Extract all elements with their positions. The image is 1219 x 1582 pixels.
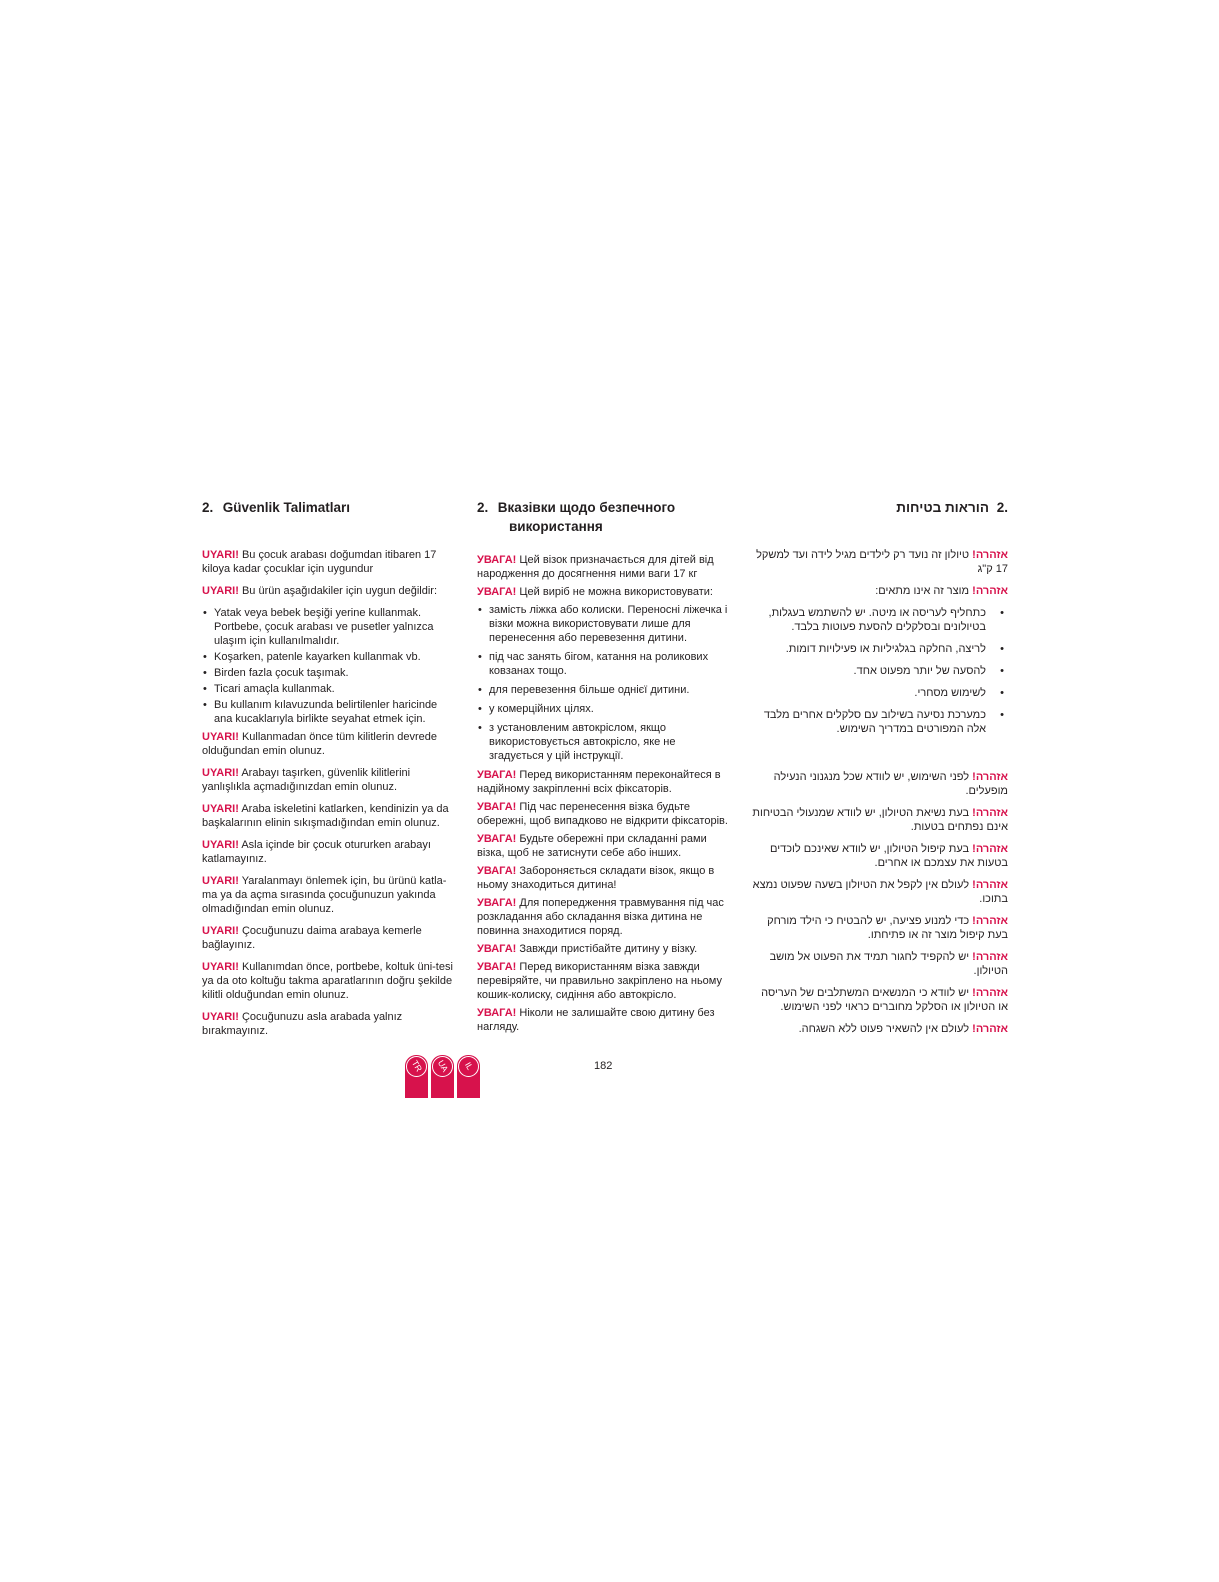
warning-text: Çocuğunuzu asla arabada yalnız bırakmayınız. xyxy=(202,1011,403,1037)
hebrew-list-item: • כמערכת נסיעה בשילוב עם סלקלים אחרים מלבד אלה המפורטים במדריך השימוש. xyxy=(752,708,1008,736)
warning-text: לעולם אין להשאיר פעוט ללא השגחה. xyxy=(798,1023,970,1035)
turkish-column xyxy=(202,498,458,1046)
warning-label: UYARI! xyxy=(202,585,239,597)
ukrainian-warning xyxy=(477,832,733,860)
warning-text: יש להקפיד לחגור תמיד את הפעוט אל מושב הטיולון. xyxy=(769,951,1008,977)
turkish-warning xyxy=(202,730,458,758)
language-tab-tr xyxy=(405,1055,428,1098)
ukrainian-warning xyxy=(477,553,733,581)
warning-text: Перед використанням переконайтеся в надійному закріпленні всіх фіксаторів. xyxy=(477,769,721,795)
warning-label: אזהרה! xyxy=(972,951,1008,963)
warning-text: Çocuğunuzu daima arabaya kemerle bağlayınız. xyxy=(202,925,422,951)
warning-text: Перед використанням візка завжди перевіряйте, чи правильно закріплено на ньому кошик-колиску, сидіння або автокрісло. xyxy=(477,961,722,1001)
warning-label: אזהרה! xyxy=(972,915,1008,927)
hebrew-section-heading xyxy=(752,498,1008,517)
warning-text: טיולון זה נועד רק לילדים מגיל לידה ועד למשקל 17 ק"ג xyxy=(756,549,1008,575)
hebrew-list-spacer xyxy=(752,744,1008,770)
warning-text: כדי למנוע פציעה, יש להבטיח כי הילד מורחק בעת קיפול מוצר זה או פתיחתו. xyxy=(767,915,1008,941)
hebrew-list-item: • לריצה, החלקה בגלגיליות או פעילויות דומות. xyxy=(752,642,1008,656)
turkish-section-title: Güvenlik Talimatları xyxy=(222,500,351,515)
turkish-warning xyxy=(202,874,458,916)
turkish-list-item: • Koşarken, patenle kayarken kullanmak vb. xyxy=(202,650,458,664)
warning-text: Yaralanmayı önlemek için, bu ürünü katla-ma ya da açma sırasında çocuğunuzun yakında olmadığından emin olunuz. xyxy=(202,875,447,915)
ukrainian-warning xyxy=(477,942,733,956)
hebrew-warning xyxy=(752,842,1008,870)
ukrainian-column xyxy=(477,498,733,1038)
warning-label: UYARI! xyxy=(202,1011,239,1023)
ukrainian-list-item: • замість ліжка або колиски. Переносні ліжечка і візки можна використовувати лише для перенесення або перевезення дитини. xyxy=(477,603,733,645)
ukrainian-warning xyxy=(477,800,733,828)
warning-text: Забороняється складати візок, якщо в ньому знаходиться дитина! xyxy=(477,865,715,891)
warning-label: אזהרה! xyxy=(972,1023,1008,1035)
ukrainian-unsuitable-list xyxy=(477,603,733,763)
warning-text: מוצר זה אינו מתאים: xyxy=(875,585,970,597)
warning-label: УВАГА! xyxy=(477,833,517,845)
turkish-list-item: • Bu kullanım kılavuzunda belirtilenler haricinde ana kucaklarıyla birlikte seyahat etmek için. xyxy=(202,698,458,726)
turkish-warning xyxy=(202,802,458,830)
warning-label: אזהרה! xyxy=(972,879,1008,891)
hebrew-warning xyxy=(752,806,1008,834)
language-tab-ua xyxy=(431,1055,454,1098)
hebrew-warning xyxy=(752,770,1008,798)
hebrew-list-item: • להסעה של יותר מפעוט אחד. xyxy=(752,664,1008,678)
turkish-warning xyxy=(202,924,458,952)
warning-label: UYARI! xyxy=(202,875,239,887)
warning-text: Ніколи не залишайте свою дитину без нагляду. xyxy=(477,1007,715,1033)
hebrew-warning xyxy=(752,878,1008,906)
warning-label: UYARI! xyxy=(202,731,239,743)
ukrainian-section-title-line1: Вказівки щодо безпечного xyxy=(497,500,676,515)
warning-text: Kullanımdan önce, portbebe, koltuk üni-tesi ya da oto koltuğu takma aparatlarının doğru şekilde kilitli olduğundan emin olunuz. xyxy=(202,961,453,1001)
hebrew-warning xyxy=(752,986,1008,1014)
warning-label: UYARI! xyxy=(202,803,239,815)
ukrainian-warning xyxy=(477,896,733,938)
ukrainian-warning xyxy=(477,768,733,796)
warning-label: УВАГА! xyxy=(477,586,517,598)
warning-text: Цей візок призначається для дітей від народження до досягнення ними ваги 17 кг xyxy=(477,554,714,580)
warning-text: בעת נשיאת הטיולון, יש לוודא שמנעולי הבטיחות אינם נפתחים בטעות. xyxy=(752,807,1008,833)
turkish-list-item: • Yatak veya bebek beşiği yerine kullanmak. Portbebe, çocuk arabası ve pusetler yalnızca ulaşım için kullanılmalıdır. xyxy=(202,606,458,648)
hebrew-section-title: הוראות בטיחות xyxy=(896,500,989,515)
warning-label: УВАГА! xyxy=(477,865,517,877)
warning-label: UYARI! xyxy=(202,961,239,973)
warning-text: בעת קיפול הטיולון, יש לוודא שאינכם לוכדים בטעות את עצמכם או אחרים. xyxy=(770,843,1008,869)
turkish-section-heading xyxy=(202,498,458,517)
turkish-warning xyxy=(202,766,458,794)
ukrainian-list-item: • під час занять бігом, катання на роликових ковзанах тощо. xyxy=(477,650,733,678)
warning-text: לעולם אין לקפל את הטיולון בשעה שפעוט נמצא בתוכו. xyxy=(752,879,1008,905)
turkish-unsuitable-list xyxy=(202,606,458,726)
turkish-warning xyxy=(202,960,458,1002)
hebrew-warning xyxy=(752,1022,1008,1036)
warning-text: Bu çocuk arabası doğumdan itibaren 17 kiloya kadar çocuklar için uygundur xyxy=(202,549,437,575)
warning-text: Arabayı taşırken, güvenlik kilitlerini yanlışlıkla açmadığınızdan emin olunuz. xyxy=(202,767,411,793)
warning-label: אזהרה! xyxy=(972,549,1008,561)
warning-label: УВАГА! xyxy=(477,801,517,813)
warning-label: UYARI! xyxy=(202,839,239,851)
warning-label: אזהרה! xyxy=(972,585,1008,597)
warning-label: UYARI! xyxy=(202,767,239,779)
ukrainian-warning xyxy=(477,1006,733,1034)
warning-label: УВАГА! xyxy=(477,769,517,781)
turkish-warning xyxy=(202,548,458,576)
turkish-warning xyxy=(202,1010,458,1038)
warning-text: Kullanmadan önce tüm kilitlerin devrede olduğundan emin olunuz. xyxy=(202,731,438,757)
warning-text: לפני השימוש, יש לוודא שכל מנגנוני הנעילה מופעלים. xyxy=(773,771,1008,797)
hebrew-section-number: .2 xyxy=(996,500,1008,515)
tab-label-ua: UA xyxy=(435,1058,451,1074)
ukrainian-warning xyxy=(477,864,733,892)
warning-text: Будьте обережні при складанні рами візка, щоб не затиснути себе або інших. xyxy=(477,833,707,859)
hebrew-unsuitable-list xyxy=(752,606,1008,736)
ukrainian-list-item: • у комерційних цілях. xyxy=(477,702,733,716)
hebrew-warning xyxy=(752,548,1008,576)
warning-label: UYARI! xyxy=(202,925,239,937)
ukrainian-warning xyxy=(477,960,733,1002)
turkish-warning xyxy=(202,838,458,866)
tab-label-tr: TR xyxy=(409,1058,425,1074)
page-number: 182 xyxy=(594,1060,613,1072)
hebrew-list-item: • כתחליף לעריסה או מיטה. יש להשתמש בעגלות, בטיולונים ובסלקלים להסעת פעוטות בלבד. xyxy=(752,606,1008,634)
warning-text: Bu ürün aşağıdakiler için uygun değildir: xyxy=(241,585,438,597)
warning-label: УВАГА! xyxy=(477,1007,517,1019)
warning-text: Asla içinde bir çocuk otururken arabayı katlamayınız. xyxy=(202,839,431,865)
warning-label: УВАГА! xyxy=(477,943,517,955)
warning-label: УВАГА! xyxy=(477,897,517,909)
warning-text: Під час перенесення візка будьте обережні, щоб випадково не відкрити фіксаторів. xyxy=(477,801,728,827)
ukrainian-warning xyxy=(477,585,733,599)
hebrew-warning xyxy=(752,914,1008,942)
warning-label: אזהרה! xyxy=(972,987,1008,999)
turkish-warning xyxy=(202,584,458,598)
ukrainian-list-item: • з установленим автокріслом, якщо використовується автокрісло, яке не згадується у цій інструкції. xyxy=(477,721,733,763)
warning-label: אזהרה! xyxy=(972,843,1008,855)
turkish-section-number: 2. xyxy=(202,500,214,515)
ukrainian-list-item: • для перевезення більше однієї дитини. xyxy=(477,683,733,697)
ukrainian-section-heading xyxy=(477,498,733,536)
warning-label: אזהרה! xyxy=(972,807,1008,819)
turkish-list-item: • Ticari amaçla kullanmak. xyxy=(202,682,458,696)
hebrew-warning xyxy=(752,584,1008,598)
warning-label: УВАГА! xyxy=(477,554,517,566)
warning-text: Завжди пристібайте дитину у візку. xyxy=(519,943,698,955)
warning-label: УВАГА! xyxy=(477,961,517,973)
turkish-list-item: • Birden fazla çocuk taşımak. xyxy=(202,666,458,680)
warning-label: אזהרה! xyxy=(972,771,1008,783)
hebrew-warning xyxy=(752,950,1008,978)
warning-text: Для попередження травмування під час розкладання або складання візка дитина не повинна знаходитися поряд. xyxy=(477,897,724,937)
language-tab-il xyxy=(457,1055,480,1098)
ukrainian-section-number: 2. xyxy=(477,500,489,515)
ukrainian-section-title-line2: використання xyxy=(509,519,603,534)
warning-text: Araba iskeletini katlarken, kendinizin ya da başkalarının elinin sıkışmadığından emin olunuz. xyxy=(202,803,449,829)
hebrew-column xyxy=(752,498,1008,1044)
warning-text: יש לוודא כי המנשאים המשתלבים של העריסה או הטיולון או הסלקל מחוברים כראוי לפני השימוש. xyxy=(761,987,1008,1013)
hebrew-list-item: • לשימוש מסחרי. xyxy=(752,686,1008,700)
tab-label-il: IL xyxy=(463,1060,476,1072)
warning-text: Цей виріб не можна використовувати: xyxy=(519,586,713,598)
warning-label: UYARI! xyxy=(202,549,239,561)
